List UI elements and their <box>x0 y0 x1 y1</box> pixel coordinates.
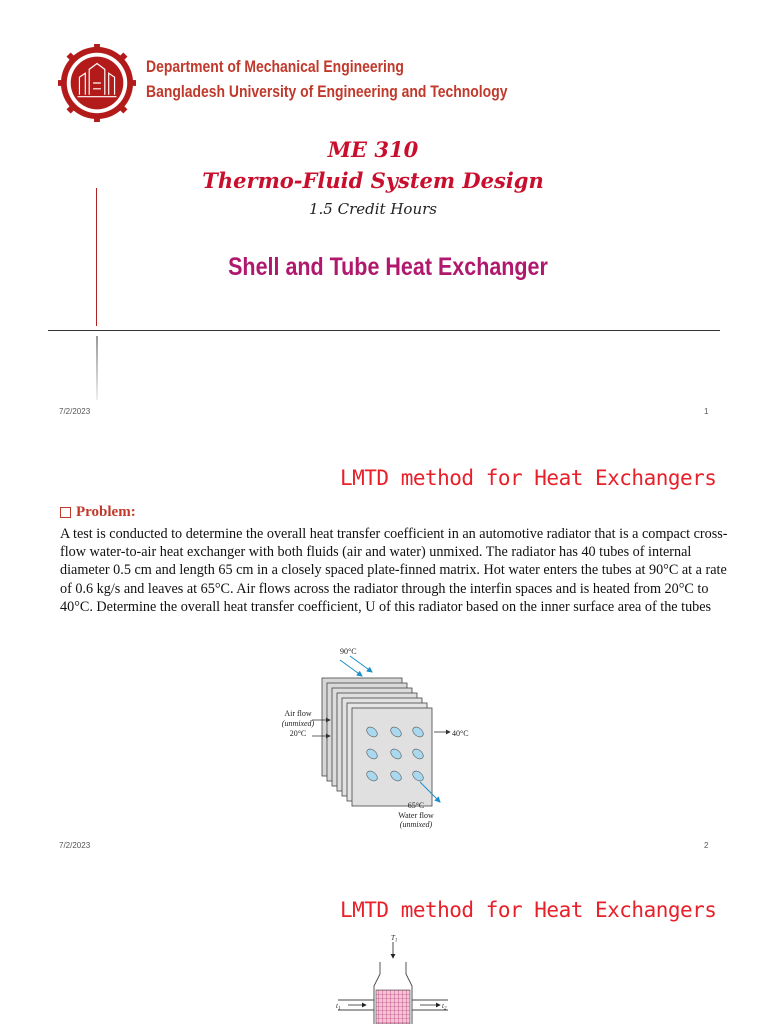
vertical-divider-shadow <box>96 336 98 400</box>
label-right-sub: 2 <box>443 1006 447 1012</box>
air-outlet-temp: 40°C <box>452 729 469 738</box>
problem-statement: A test is conducted to determine the overall heat transfer coefficient in an automotive radiator that is a compact cross-flow water-to-air heat exchanger with both fluids (air and water) unmixed. The radiator has 40 tubes of internal diameter 0.5 cm and length 65 cm in a closely spaced plate-finned matrix. Hot water enters the tubes at 90°C at a rate of 0.6 kg/s and leaves at 65°C. Air flows across the radiator through the interfin spaces and is heated from 20°C to 40°C. Determine the overall heat transfer coefficient, U of this radiator based on the inner surface area of the tubes <box>60 526 728 615</box>
air-flow-note: (unmixed) <box>281 719 315 728</box>
lmtd-slide <box>0 864 768 1024</box>
slide-date: 7/2/2023 <box>59 841 91 850</box>
course-code: ME 310 <box>327 137 419 162</box>
tubes <box>365 725 425 783</box>
fin-plates <box>322 678 432 806</box>
radiator-figure <box>270 647 480 829</box>
university-name: Bangladesh University of Engineering and Technology <box>146 82 508 101</box>
problem-heading-label: Problem: <box>76 504 136 520</box>
checkbox-bullet-icon <box>60 507 71 518</box>
department-name: Department of Mechanical Engineering <box>146 57 404 76</box>
vertical-divider <box>96 188 97 326</box>
problem-heading <box>60 504 136 521</box>
water-flow-note: (unmixed) <box>399 820 433 829</box>
air-inlet-temp: 20°C <box>289 729 307 738</box>
slide-date: 7/2/2023 <box>59 407 91 416</box>
slide-number: 1 <box>704 407 709 416</box>
svg-text:T1 <box>391 934 397 944</box>
title-slide <box>0 0 768 432</box>
label-top-sub: 1 <box>394 938 398 944</box>
air-flow-label: Air flow <box>284 709 312 718</box>
water-inlet-temp: 90°C <box>340 647 357 656</box>
topic-title: Shell and Tube Heat Exchanger <box>228 253 548 281</box>
label-left-sub: 1 <box>337 1006 341 1012</box>
label-top: T <box>391 934 395 942</box>
water-flow-label: Water flow <box>398 811 434 820</box>
slide-number: 2 <box>704 841 709 850</box>
water-outlet-temp: 65°C <box>407 801 425 810</box>
slide-title: LMTD method for Heat Exchangers <box>340 466 717 490</box>
label-left: t <box>336 1002 338 1010</box>
label-right: t <box>442 1002 444 1010</box>
shell-tube-figure <box>318 934 468 1024</box>
credit-hours: 1.5 Credit Hours <box>309 200 437 218</box>
course-title: Thermo-Fluid System Design <box>202 168 544 193</box>
university-logo <box>58 44 136 122</box>
problem-slide <box>0 432 768 864</box>
svg-text:t1 <box>336 1002 340 1012</box>
horizontal-divider <box>48 330 720 331</box>
slide-title: LMTD method for Heat Exchangers <box>340 898 717 922</box>
